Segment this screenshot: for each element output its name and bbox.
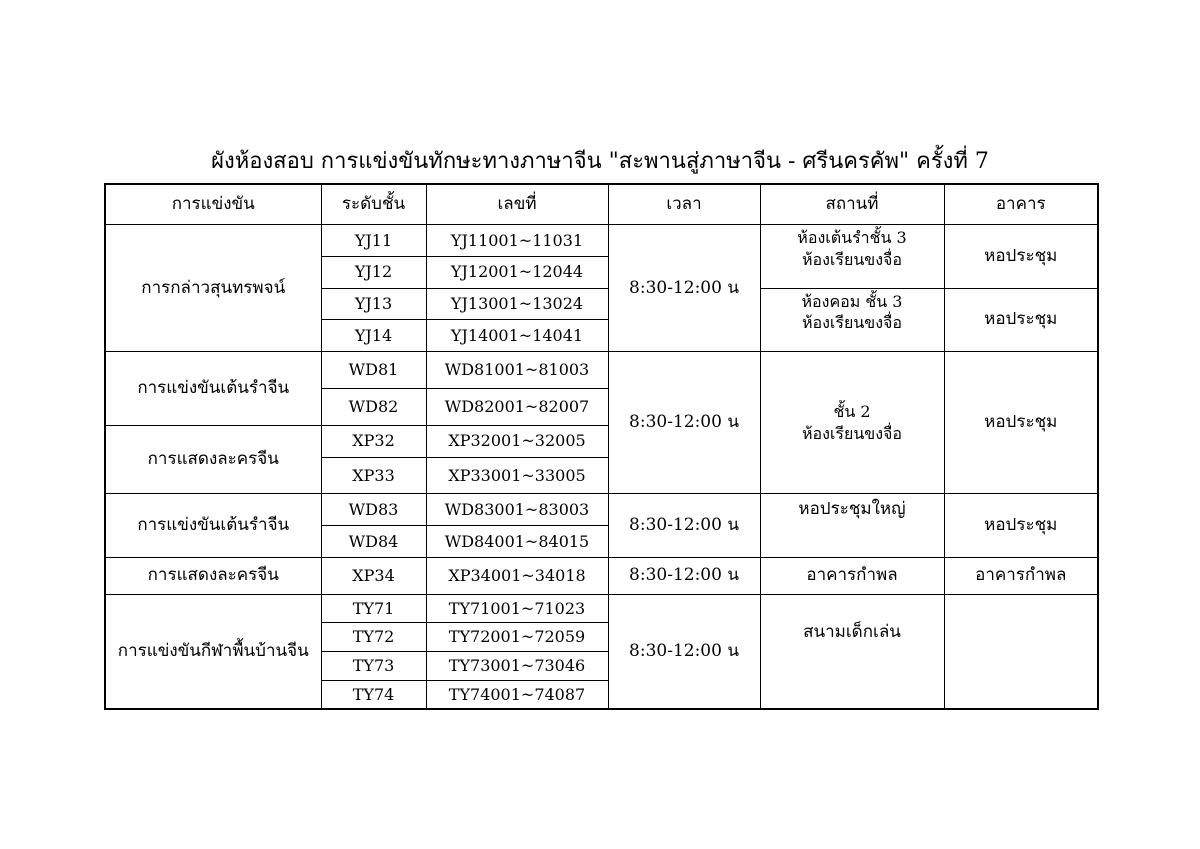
building-cell: อาคารกำพล: [944, 557, 1098, 594]
number-cell: TY72001~72059: [426, 623, 608, 652]
number-cell: YJ14001~14041: [426, 320, 608, 352]
level-cell: XP32: [321, 425, 426, 457]
number-cell: YJ12001~12044: [426, 256, 608, 288]
venue-cell: [760, 225, 944, 289]
number-cell: YJ11001~11031: [426, 225, 608, 257]
header-time: เวลา: [608, 184, 760, 225]
number-cell: XP34001~34018: [426, 557, 608, 594]
time-cell: 8:30-12:00 น: [608, 594, 760, 709]
time-cell: 8:30-12:00 น: [608, 494, 760, 558]
number-cell: WD84001~84015: [426, 526, 608, 558]
level-cell: WD81: [321, 352, 426, 389]
table-row: [105, 352, 1098, 389]
venue-line: ห้องคอม ชั้น 3: [801, 291, 903, 311]
venue-cell: [760, 594, 944, 709]
level-cell: WD83: [321, 494, 426, 526]
table-row: [105, 494, 1098, 526]
building-cell: หอประชุม: [944, 352, 1098, 494]
table-row: [105, 557, 1098, 594]
venue-cell: [760, 288, 944, 352]
header-level: ระดับชั้น: [321, 184, 426, 225]
venue-line: สนามเด็กเล่น: [803, 622, 901, 643]
venue-cell: หอประชุมใหญ่: [760, 494, 944, 558]
venue-line: ห้องเรียนขงจื่อ: [801, 249, 903, 269]
building-cell: หอประชุม: [944, 494, 1098, 558]
header-venue: สถานที่: [760, 184, 944, 225]
competition-cell: การแข่งขันเต้นรำจีน: [105, 494, 321, 558]
level-cell: XP34: [321, 557, 426, 594]
exam-room-table: [104, 183, 1099, 710]
competition-cell: การแข่งขันกีฬาพื้นบ้านจีน: [105, 594, 321, 709]
number-cell: XP32001~32005: [426, 425, 608, 457]
time-cell: 8:30-12:00 น: [608, 225, 760, 352]
level-cell: TY74: [321, 680, 426, 709]
venue-line: ห้องเต้นรำชั้น 3: [797, 228, 907, 247]
level-cell: XP33: [321, 457, 426, 494]
level-cell: TY72: [321, 623, 426, 652]
venue-cell: [760, 352, 944, 494]
building-cell: หอประชุม: [944, 225, 1098, 289]
number-cell: WD83001~83003: [426, 494, 608, 526]
number-cell: TY74001~74087: [426, 680, 608, 709]
number-cell: TY71001~71023: [426, 594, 608, 623]
number-cell: WD82001~82007: [426, 388, 608, 425]
page-title: ผังห้องสอบ การแข่งขันทักษะทางภาษาจีน "สะพานสู่ภาษาจีน - ศรีนครคัพ" ครั้งที่ 7: [211, 149, 989, 174]
table-row: [105, 225, 1098, 257]
header-row: [105, 184, 1098, 225]
building-cell: หอประชุม: [944, 288, 1098, 352]
venue-cell: อาคารกำพล: [760, 557, 944, 594]
number-cell: WD81001~81003: [426, 352, 608, 389]
venue-line: ห้องเรียนขงจื่อ: [801, 423, 903, 443]
number-cell: YJ13001~13024: [426, 288, 608, 320]
level-cell: WD84: [321, 526, 426, 558]
building-cell: [944, 594, 1098, 709]
time-cell: 8:30-12:00 น: [608, 557, 760, 594]
table-row: [105, 594, 1098, 623]
level-cell: YJ11: [321, 225, 426, 257]
header-competition: การแข่งขัน: [105, 184, 321, 225]
level-cell: YJ13: [321, 288, 426, 320]
level-cell: TY71: [321, 594, 426, 623]
level-cell: YJ14: [321, 320, 426, 352]
competition-cell: การกล่าวสุนทรพจน์: [105, 225, 321, 352]
header-number: เลขที่: [426, 184, 608, 225]
number-cell: TY73001~73046: [426, 652, 608, 681]
venue-line: ชั้น 2: [833, 402, 871, 422]
competition-cell: การแข่งขันเต้นรำจีน: [105, 352, 321, 426]
competition-cell: การแสดงละครจีน: [105, 557, 321, 594]
level-cell: WD82: [321, 388, 426, 425]
competition-cell: การแสดงละครจีน: [105, 425, 321, 494]
number-cell: XP33001~33005: [426, 457, 608, 494]
venue-line: ห้องเรียนขงจื่อ: [801, 313, 903, 333]
time-cell: 8:30-12:00 น: [608, 352, 760, 494]
level-cell: TY73: [321, 652, 426, 681]
level-cell: YJ12: [321, 256, 426, 288]
header-building: อาคาร: [944, 184, 1098, 225]
